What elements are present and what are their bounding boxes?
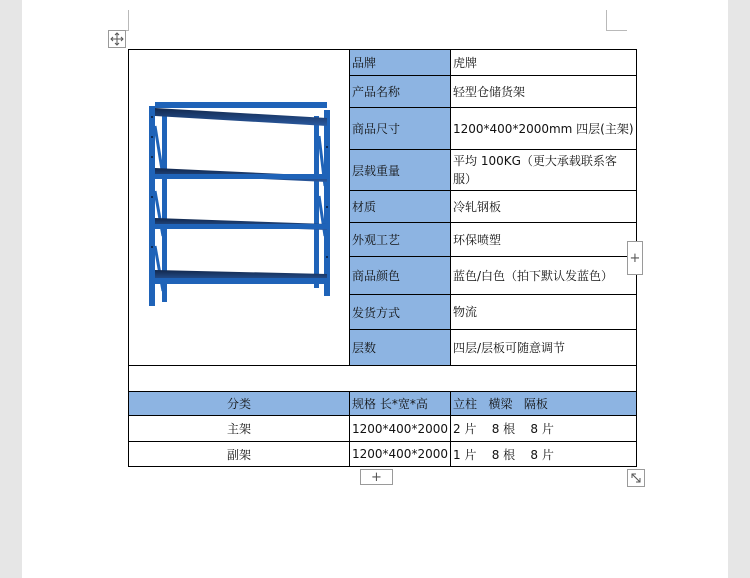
spec-value: 平均 100KG（更大承载联系客服） — [451, 150, 637, 191]
spec-label: 产品名称 — [350, 76, 451, 108]
spec-label: 商品尺寸 — [350, 108, 451, 150]
spec-header: 规格 长*宽*高 — [350, 392, 451, 416]
parts-header: 立柱 横梁 隔板 — [451, 392, 637, 416]
spec-value: 环保喷塑 — [451, 223, 637, 257]
spec-label: 外观工艺 — [350, 223, 451, 257]
spec-row-brand — [129, 50, 637, 76]
table-resize-handle-icon[interactable] — [627, 469, 645, 487]
product-image-cell — [129, 50, 350, 366]
spec-value: 虎牌 — [451, 50, 637, 76]
spec-label: 材质 — [350, 191, 451, 223]
parts-cell: 1 片 8 根 8 片 — [451, 442, 637, 467]
blank-cell — [129, 366, 637, 392]
table-row — [129, 442, 637, 467]
spec-value: 四层/层板可随意调节 — [451, 330, 637, 366]
spec-label: 商品颜色 — [350, 257, 451, 295]
spec-label: 层载重量 — [350, 150, 451, 191]
dimension-cell: 1200*400*2000 — [350, 442, 451, 467]
crop-mark-top-right — [606, 10, 627, 31]
add-row-button[interactable] — [360, 469, 393, 485]
spec-value: 1200*400*2000mm 四层(主架) — [451, 108, 637, 150]
dimension-cell: 1200*400*2000 — [350, 416, 451, 442]
spec-value: 蓝色/白色（拍下默认发蓝色） — [451, 257, 637, 295]
plus-icon: + — [629, 250, 641, 266]
category-cell: 副架 — [129, 442, 350, 467]
crop-mark-top-left — [108, 10, 129, 31]
add-column-button[interactable] — [627, 241, 643, 275]
category-header-row — [129, 392, 637, 416]
blank-row — [129, 366, 637, 392]
product-spec-table — [128, 49, 637, 467]
spec-value: 轻型仓储货架 — [451, 76, 637, 108]
spec-label: 层数 — [350, 330, 451, 366]
spec-label: 发货方式 — [350, 295, 451, 330]
category-header: 分类 — [129, 392, 350, 416]
parts-cell: 2 片 8 根 8 片 — [451, 416, 637, 442]
spec-label: 品牌 — [350, 50, 451, 76]
spec-value: 物流 — [451, 295, 637, 330]
table-row — [129, 416, 637, 442]
blue-steel-shelf-image — [139, 96, 339, 316]
spec-value: 冷轧钢板 — [451, 191, 637, 223]
plus-icon: + — [371, 469, 382, 485]
category-cell: 主架 — [129, 416, 350, 442]
table-move-handle-icon[interactable] — [108, 30, 126, 48]
